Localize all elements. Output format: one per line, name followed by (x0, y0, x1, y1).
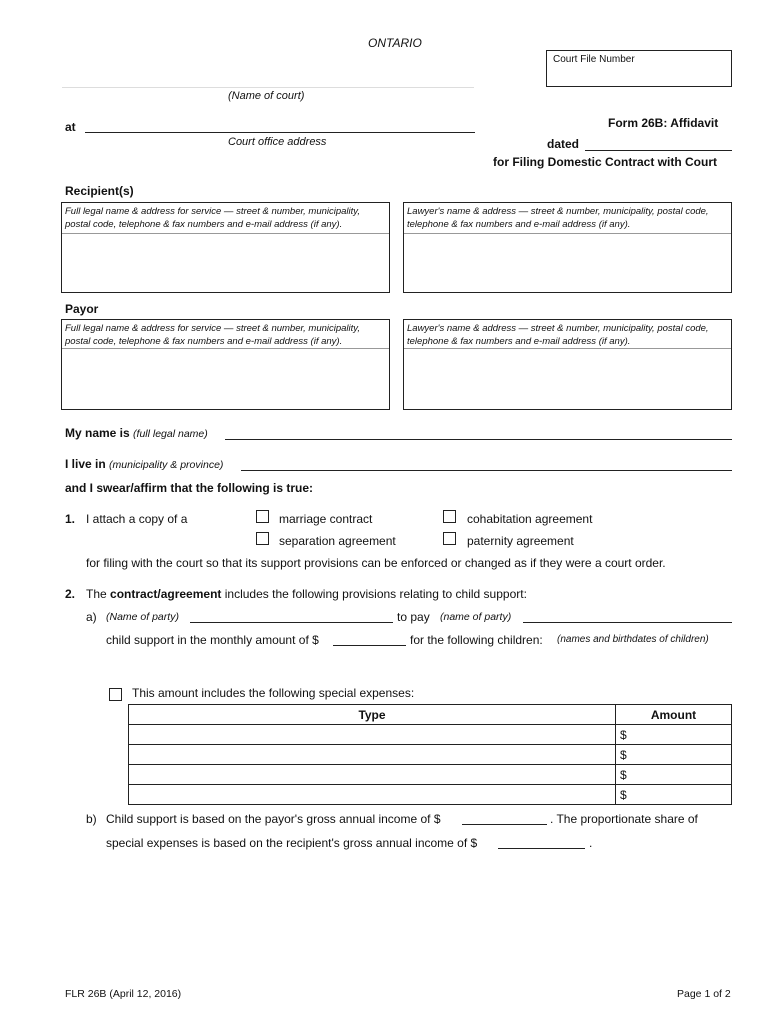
table-row (129, 745, 732, 765)
at-label: at (65, 120, 76, 134)
court-address-field[interactable] (85, 132, 475, 133)
amount-cell[interactable]: $ (616, 765, 732, 785)
special-expenses-table (128, 704, 732, 805)
payor-party-field[interactable] (190, 622, 393, 623)
payor-address-hint: Full legal name & address for service — street & number, municipality, postal code, telephone & fax numbers and e-mail address (if any). (65, 323, 360, 347)
recipient-lawyer-box[interactable] (403, 202, 732, 293)
type-header: Type (129, 705, 616, 725)
a-for-children: for the following children: (410, 633, 543, 647)
payor-address-box[interactable] (61, 319, 390, 410)
swear-statement: and I swear/affirm that the following is true: (65, 481, 314, 495)
monthly-amount-field[interactable] (333, 645, 406, 646)
live-in-label: I live in (65, 457, 106, 471)
cohabitation-agreement-checkbox[interactable] (443, 510, 456, 523)
table-header-row (129, 705, 732, 725)
amount-cell[interactable]: $ (616, 725, 732, 745)
recipient-heading: Recipient(s) (65, 184, 134, 198)
live-in-field[interactable] (241, 470, 732, 471)
separation-agreement-checkbox[interactable] (256, 532, 269, 545)
a-to-pay: to pay (397, 610, 430, 624)
name-of-court-label: (Name of court) (228, 90, 305, 102)
item1-continuation: for filing with the court so that its support provisions can be enforced or changed as if they were a court order. (86, 556, 666, 570)
divider (404, 233, 731, 234)
special-expenses-label: This amount includes the following special expenses: (132, 686, 415, 700)
a-party2-hint: (name of party) (440, 611, 512, 623)
item2-text (86, 587, 527, 601)
form-subtitle: for Filing Domestic Contract with Court (493, 155, 717, 169)
marriage-contract-label: marriage contract (279, 512, 373, 526)
live-in-row (65, 457, 223, 471)
item2-text-pre: The (86, 587, 107, 601)
court-file-number-box[interactable] (546, 50, 732, 87)
a-children-hint: (names and birthdates of children) (557, 634, 709, 645)
separation-agreement-label: separation agreement (279, 534, 396, 548)
marriage-contract-checkbox[interactable] (256, 510, 269, 523)
b-text1-end: . The proportionate share of (550, 812, 698, 826)
form-id: FLR 26B (April 12, 2016) (65, 988, 182, 1000)
recipient-party-field[interactable] (523, 622, 732, 623)
page-number: Page 1 of 2 (677, 988, 731, 1000)
live-in-hint: (municipality & province) (109, 459, 224, 471)
form-title: Form 26B: Affidavit (608, 116, 719, 130)
a-monthly-amount-text: child support in the monthly amount of $ (106, 633, 319, 647)
payor-lawyer-hint: Lawyer's name & address — street & number, municipality, postal code, telephone & fax numbers and e-mail address (if any). (407, 323, 709, 347)
type-cell[interactable] (129, 725, 616, 745)
type-cell[interactable] (129, 745, 616, 765)
a-party-hint: (Name of party) (106, 611, 179, 623)
b-label: b) (86, 812, 97, 826)
cohabitation-agreement-label: cohabitation agreement (467, 512, 593, 526)
type-cell[interactable] (129, 785, 616, 805)
province-title: ONTARIO (368, 36, 422, 50)
item2-number: 2. (65, 587, 76, 601)
payor-lawyer-box[interactable] (403, 319, 732, 410)
item1-text: I attach a copy of a (86, 512, 188, 526)
dated-label: dated (547, 137, 580, 151)
amount-header: Amount (616, 705, 732, 725)
court-file-label: Court File Number (553, 54, 635, 65)
a-label: a) (86, 610, 97, 624)
divider (62, 348, 389, 349)
recipient-address-hint: Full legal name & address for service — street & number, municipality, postal code, telephone & fax numbers and e-mail address (if any). (65, 206, 360, 230)
b-text1: Child support is based on the payor's gross annual income of $ (106, 812, 441, 826)
table-row (129, 725, 732, 745)
court-office-label: Court office address (228, 136, 327, 148)
my-name-label: My name is (65, 426, 130, 440)
name-of-court-field[interactable] (62, 87, 474, 88)
recipient-address-box[interactable] (61, 202, 390, 293)
payor-heading: Payor (65, 302, 99, 316)
my-name-field[interactable] (225, 439, 732, 440)
amount-cell[interactable]: $ (616, 785, 732, 805)
special-expenses-checkbox[interactable] (109, 688, 122, 701)
payor-income-field[interactable] (462, 824, 547, 825)
table-row (129, 765, 732, 785)
b-text2: special expenses is based on the recipient's gross annual income of $ (106, 836, 478, 850)
type-cell[interactable] (129, 765, 616, 785)
table-row (129, 785, 732, 805)
item2-text-bold: contract/agreement (110, 587, 222, 601)
item2-text-post: includes the following provisions relating to child support: (224, 587, 527, 601)
b-text2-end: . (589, 836, 593, 850)
paternity-agreement-checkbox[interactable] (443, 532, 456, 545)
my-name-row (65, 426, 208, 440)
amount-cell[interactable]: $ (616, 745, 732, 765)
my-name-hint: (full legal name) (133, 428, 208, 440)
divider (404, 348, 731, 349)
item1-number: 1. (65, 512, 76, 526)
recipient-lawyer-hint: Lawyer's name & address — street & number, municipality, postal code, telephone & fax numbers and e-mail address (if any). (407, 206, 709, 230)
paternity-agreement-label: paternity agreement (467, 534, 574, 548)
recipient-income-field[interactable] (498, 848, 585, 849)
divider (62, 233, 389, 234)
dated-field[interactable] (585, 150, 732, 151)
